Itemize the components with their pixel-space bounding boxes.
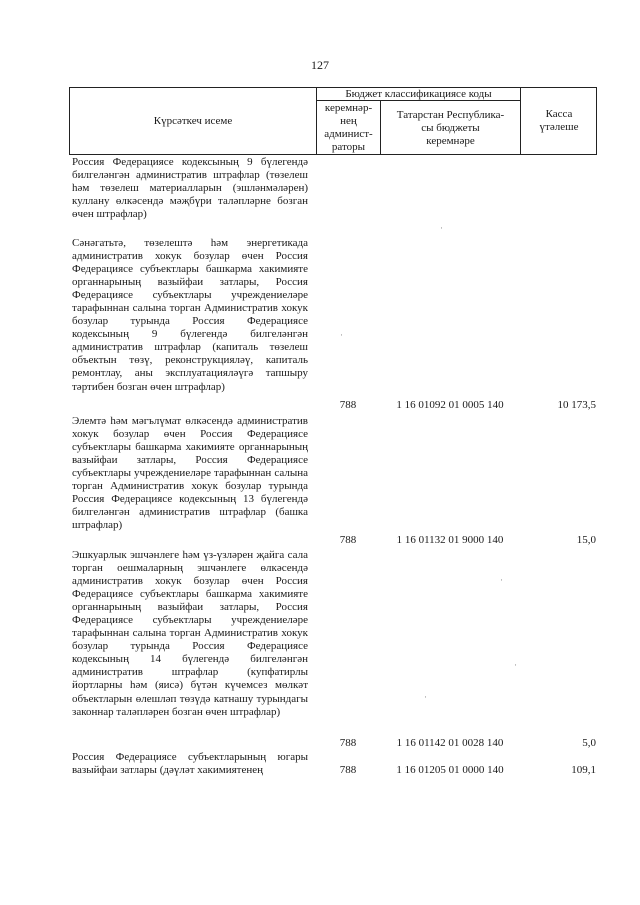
row-name: Россия Федерациясе кодексының 9 бүлегендә билгеләнгән административ штрафлар (төзелеш һәм төзелеш материалларын (эшләнмәләрен) куллану өлкәсендә мәҗбүри таләпләрне бозган өчен штрафлар) <box>72 156 308 221</box>
row-budget-code: 1 16 01205 01 0000 140 <box>396 764 504 776</box>
page-number: 127 <box>311 58 329 72</box>
header-budget-codes-group: Бюджет классификациясе коды <box>345 87 492 100</box>
header-admin-column: керемнәр- нең админист- раторы <box>324 102 373 153</box>
row-name: Сәнәгатьтә, төзелештә һәм энергетикада административ хокук бозулар өчен Россия Федерациясе субъектлары башкарма хакимияте органнарының вазыйфаи затлары, Россия Федерациясе субъектлары учреждениеләре тарафыннан салына торган Административ хокук бозулар турында Россия Федерациясе кодексының 9 бүлегендә билгеләнгән административ штрафлар (капиталь төзелеш объектын төзү, реконструкцияләү, капиталь ремонтлау, аны эксплуатацияләүгә тапшыру тәртибен бозган өчен штрафлар) <box>72 237 308 393</box>
row-admin-code: 788 <box>339 534 357 546</box>
row-admin-code: 788 <box>339 764 357 776</box>
header-tat-budget-column: Татарстан Республика- сы бюджеты керемнәре <box>396 108 505 147</box>
row-name: Эшкуарлык эшчәнлеге һәм үз-үзләрен җайга сала торган оешмаларның эшчәнлеге өлкәсендә административ хокук бозулар өчен Россия Федерациясе субъектлары башкарма хакимияте органнарының вазыйфаи затлары, Россия Федерациясе субъектлары учреждениеләре тарафыннан салына торган Административ хокук бозулар турында Россия Федерациясе кодексының 14 бүлегендә билгеләнгән административ штрафлар (купфатирлы йортларны һәм (яисә) бүтән күчемсез мөлкәт объектларын өлешләп төзүдә катнашу турындагы законнар таләпләрен бозган өчен штрафлар) <box>72 549 308 718</box>
row-budget-code: 1 16 01092 01 0005 140 <box>396 399 504 411</box>
row-budget-code: 1 16 01142 01 0028 140 <box>396 737 504 749</box>
row-execution-value: 5,0 <box>582 737 596 749</box>
row-admin-code: 788 <box>339 399 357 411</box>
row-name: Россия Федерациясе субъектларының югары вазыйфаи затлары (дәүләт хакимиятенең <box>72 751 308 777</box>
row-execution-value: 15,0 <box>576 534 596 546</box>
scan-speck: · <box>514 660 517 670</box>
header-execution-column: Касса үтәлеше <box>539 108 579 133</box>
row-admin-code: 788 <box>339 737 357 749</box>
row-execution-value: 10 173,5 <box>557 399 596 411</box>
row-execution-value: 109,1 <box>571 764 596 776</box>
header-name-column: Күрсәткеч исеме <box>153 114 233 127</box>
row-name: Элемтә һәм мәгълүмат өлкәсендә административ хокук бозулар өчен Россия Федерациясе субъектлары башкарма хакимияте органнарының вазыйфаи затлары, Россия Федерациясе субъектлары учреждениеләре тарафыннан салына торган Административ хокук бозулар турында Россия Федерациясе кодексының 13 бүлегендә билгеләнгән административ штрафлар (башка штрафлар) <box>72 415 308 532</box>
scan-speck: · <box>440 223 443 233</box>
scan-speck: · <box>340 330 343 340</box>
scan-speck: · <box>500 575 503 585</box>
row-budget-code: 1 16 01132 01 9000 140 <box>396 534 504 546</box>
scan-speck: · <box>424 692 427 702</box>
